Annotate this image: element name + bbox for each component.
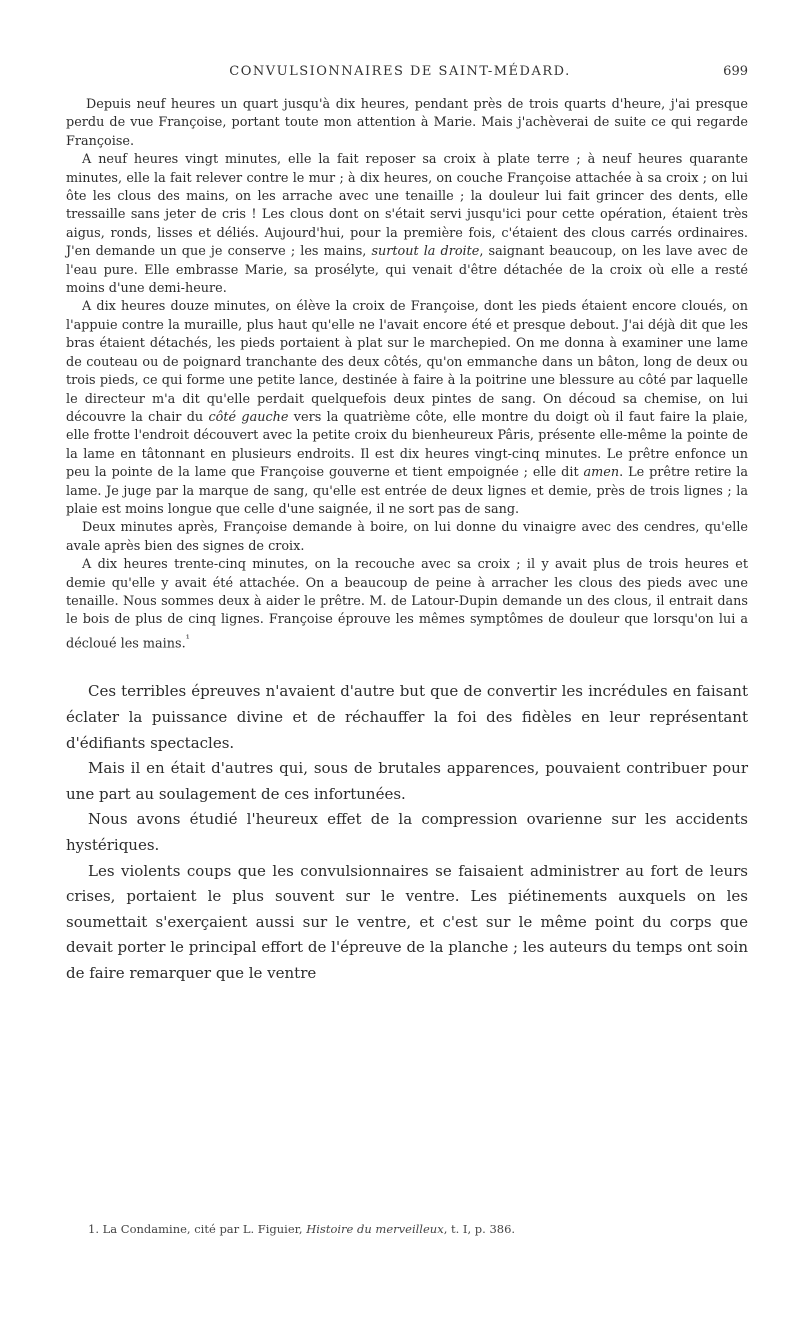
running-title: CONVULSIONNAIRES DE SAINT-MÉDARD. (229, 64, 571, 79)
paragraph: Les violents coups que les convulsionnaires se faisaient administrer au fort de leurs crises, portaient le plus souvent sur le ventre. Les piétinements auxquels on les soumettait s'exerçaient aussi sur le ventre, et c'est sur le même point du corps que devait porter le principal effort de l'épreuve de la planche ; les auteurs du temps ont soin de faire remarquer que le ventre (66, 861, 748, 982)
quoted-account (66, 96, 748, 653)
footnote (88, 1222, 748, 1236)
italic-text: surtout la droite (371, 244, 480, 260)
paragraph: Deux minutes après, Françoise demande à boire, on lui donne du vinaigre avec des cendres, qu'elle avale après bien des signes de croix. (66, 520, 748, 554)
italic-text: amen (583, 465, 620, 481)
body-text (66, 96, 748, 987)
paragraph: A dix heures douze minutes, on élève la croix de Françoise, dont les pieds étaient encore cloués, on l'appuie contre la muraille, plus haut qu'elle ne l'avait encore été et presque debout. J'ai déjà dit que les bras étaient détachés, les pieds portaient à plat sur le marchepied. On me donna à examiner une lame de couteau ou de poignard tranchante des deux côtés, qu'on emmanche dans un bâton, long de deux ou trois pieds, ce qui forme une petite lance, destinée à faire à la poitrine une blessure au côté par laquelle le directeur m'a dit qu'elle perdait quelquefois deux pintes de sang. On découd sa chemise, on lui découvre la chair du côté gauche vers la quatrième côte, elle montre du doigt où il faut faire la plaie, elle frotte l'endroit découvert avec la petite croix du bienheureux Pâris, présente elle-même la pointe de la lame en tâtonnant en plusieurs endroits. Il est dix heures vingt-cinq minutes. Le prêtre enfonce un peu la pointe de la lame que Françoise gouverne et tient empoignée ; elle dit amen. Le prêtre retire la lame. Je juge par la marque de sang, qu'elle est entrée de deux lignes et demie, près de trois lignes ; la plaie est moins longue que celle d'une saignée, il ne sort pas de sang. (66, 299, 749, 517)
paragraph: Depuis neuf heures un quart jusqu'à dix heures, pendant près de trois quarts d'heure, j'ai presque perdu de vue Françoise, portant toute mon attention à Marie. Mais j'achèverai de suite ce qui regarde Françoise. (66, 97, 748, 149)
paragraph: Nous avons étudié l'heureux effet de la compression ovarienne sur les accidents hystériques. (66, 810, 748, 855)
paragraph: Mais il en était d'autres qui, sous de brutales apparences, pouvaient contribuer pour une part au soulagement de ces infortunées. (66, 759, 748, 803)
italic-text: côté gauche (208, 409, 289, 425)
paragraph: A neuf heures vingt minutes, elle la fait reposer sa croix à plate terre ; à neuf heures quarante minutes, elle la fait relever contre le mur ; à dix heures, on couche Françoise attachée à sa croix ; on lui ôte les clous des mains, on les arrache avec une tenaille ; la douleur lui fait grincer des dents, elle tressaille sans jeter de cris ! Les clous dont on s'était servi jusqu'ici pour cette opération, étaient très aigus, ronds, lisses et déliés. Aujourd'hui, pour la première fois, c'étaient des clous carrés ordinaires. J'en demande un que je conserve ; les mains, surtout la droite, saignant beaucoup, on les lave avec de l'eau pure. Elle embrasse Marie, sa prosélyte, qui venait d'être détachée de la croix où elle a resté moins d'une demi-heure. (66, 152, 749, 297)
footnote-author: La Condamine, cité par L. Figuier, (102, 1222, 307, 1236)
running-header (0, 64, 800, 84)
paragraph: Ces terribles épreuves n'avaient d'autre but que de convertir les incrédules en faisant éclater la puissance divine et de réchauffer la foi des fidèles en leur représentant d'édifiants spectacles. (66, 682, 748, 752)
page-number: 699 (723, 64, 748, 79)
footnote-marker: 1. (88, 1222, 99, 1236)
footnote-reference-details: , t. I, p. 386. (443, 1222, 516, 1236)
paragraph: A dix heures trente-cinq minutes, on la recouche avec sa croix ; il y avait plus de trois heures et demie qu'elle y avait été attachée. On a beaucoup de peine à arracher les clous des pieds avec une tenaille. Nous sommes deux à aider le prêtre. M. de Latour-Dupin demande un des clous, il entrait dans le bois de plus de cinq lignes. Françoise éprouve les mêmes symptômes de douleur que lorsqu'on lui a décloué les mains.$^{^1}$ (66, 557, 748, 652)
main-text (66, 679, 748, 986)
footnote-reference[interactable]: ¹ (185, 631, 190, 645)
footnote-work-title: Histoire du merveilleux (306, 1222, 444, 1236)
